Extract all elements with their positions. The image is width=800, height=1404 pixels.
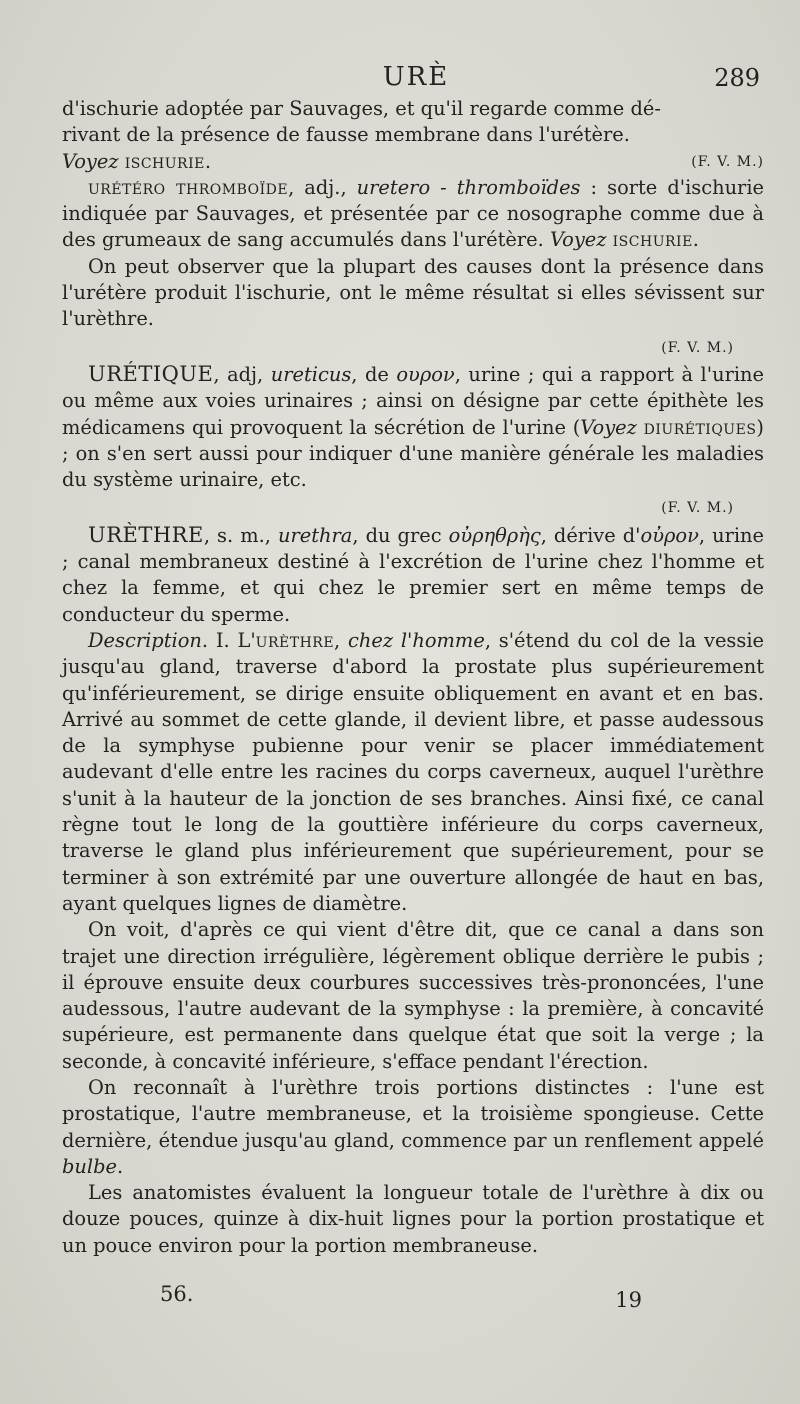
voyez-label: Voyez bbox=[549, 228, 607, 252]
paragraph-portions: On reconnaît à l'urèthre trois portions distinctes : l'une est prostatique, l'autre membraneuse, et la troisième spongieuse. Cette dernière, étendue jusqu'au gland, commence par un renflement appelé bulbe. bbox=[62, 1075, 764, 1178]
entry-uretique: URÉTIQUE, adj, ureticus, de ουρον, urine ; qui a rapport à l'urine ou même aux voies urinaires ; ainsi on désigne par cette épithète les médicamens qui provoquent la sécrétion de l'urine (Voyez diurétiques) ; on s'en sert aussi pour indiquer d'une manière générale les maladies du système urinaire, etc. bbox=[62, 361, 765, 492]
entry-urethre: URÈTHRE, s. m., urethra, du grec οὐρηθρὴς, dérive d'οὐρον, urine ; canal membraneux destiné à l'excrétion de l'urine chez l'homme et chez la femme, et qui chez le premier sert en même temps de conducteur du sperme. bbox=[62, 522, 765, 626]
greek-term: ουρον bbox=[396, 362, 455, 386]
term-italic: chez l'homme bbox=[348, 628, 485, 652]
voyez-label: Voyez bbox=[62, 149, 119, 173]
voyez-label: Voyez bbox=[580, 415, 637, 439]
paragraph-courbures: On voit, d'après ce qui vient d'être dit, que ce canal a dans son trajet une direction irrégulière, légèrement oblique derrière le pubis ; il éprouve ensuite deux courbures successives très-prononcées, l'une audessous, l'autre audevant de la symphyse : la première, à concavité supérieure, est permanente dans quelque état que soit la verge ; la seconde, à concavité inférieure, s'efface pendant l'érection. bbox=[62, 918, 764, 1073]
headword: urétéro thromboïde bbox=[88, 175, 289, 199]
page-body bbox=[62, 96, 764, 1259]
cross-reference-line bbox=[62, 149, 764, 175]
entry-note: On peut observer que la plupart des causes dont la présence dans l'urétère produit l'ischurie, ont le même résultat si elles sévissent sur l'urèthre. bbox=[62, 254, 764, 331]
entry-ureterothromboide: urétéro thromboïde, adj., uretero - thromboïdes : sorte d'ischurie indiquée par Sauvages, et présentée par ce nosographe comme due à des grumeaux de sang accumulés dans l'urétère. Voyez ischurie. bbox=[62, 175, 765, 252]
paragraph-longueur: Les anatomistes évaluent la longueur totale de l'urèthre à dix ou douze pouces, quinze à dix-huit lignes pour la portion prostatique et un pouce environ pour la portion membraneuse. bbox=[62, 1181, 764, 1257]
headword: URÉTIQUE bbox=[88, 361, 214, 386]
page-footer bbox=[62, 1282, 752, 1322]
author-initials: (F. V. M.) bbox=[661, 339, 734, 356]
running-title: URÈ bbox=[382, 62, 450, 92]
author-initials: (F. V. M.) bbox=[691, 153, 764, 170]
description-paragraph: Description. I. L'urèthre, chez l'homme, s'étend du col de la vessie jusqu'au gland, traverse d'abord la prostate plus supérieurement qu'inférieurement, se dirige ensuite obliquement en avant et en bas. Arrivé au sommet de cette glande, il devient libre, et passe audessous de la symphyse pubienne pour venir se placer immédiatement audevant d'elle entre les racines du corps caverneux, auquel l'urèthre s'unit à la hauteur de la jonction de ses branches. Ainsi fixé, ce canal règne tout le long de la gouttière inférieure du corps caverneux, traverse le gland plus inférieurement que supérieurement, pour se terminer à son extrémité par une ouverture allongée de haut en bas, ayant quelques lignes de diamètre. bbox=[62, 628, 764, 915]
latin-term: ureticus bbox=[270, 362, 352, 386]
cross-reference: diurétiques bbox=[643, 415, 757, 439]
greek-term: οὐρον bbox=[640, 523, 699, 547]
catchword: 19 bbox=[615, 1288, 642, 1312]
signature-mark: 56. bbox=[160, 1282, 194, 1306]
continued-text-line: rivant de la présence de fausse membrane dans l'urétère. bbox=[62, 123, 630, 147]
term: urèthre bbox=[255, 628, 335, 652]
term-italic: bulbe bbox=[62, 1154, 117, 1178]
continued-text-line: d'ischurie adoptée par Sauvages, et qu'il regarde comme dé- bbox=[62, 97, 661, 120]
section-label: Description bbox=[88, 628, 202, 652]
latin-term: uretero - thromboïdes bbox=[356, 175, 581, 199]
author-initials: (F. V. M.) bbox=[661, 500, 734, 517]
greek-term: οὐρηθρὴς bbox=[448, 523, 541, 547]
cross-reference: ischurie. bbox=[124, 149, 212, 173]
page-number: 289 bbox=[714, 64, 760, 92]
cross-reference: ischurie. bbox=[612, 228, 700, 252]
headword: URÈTHRE bbox=[88, 522, 204, 547]
latin-term: urethra bbox=[278, 523, 353, 547]
